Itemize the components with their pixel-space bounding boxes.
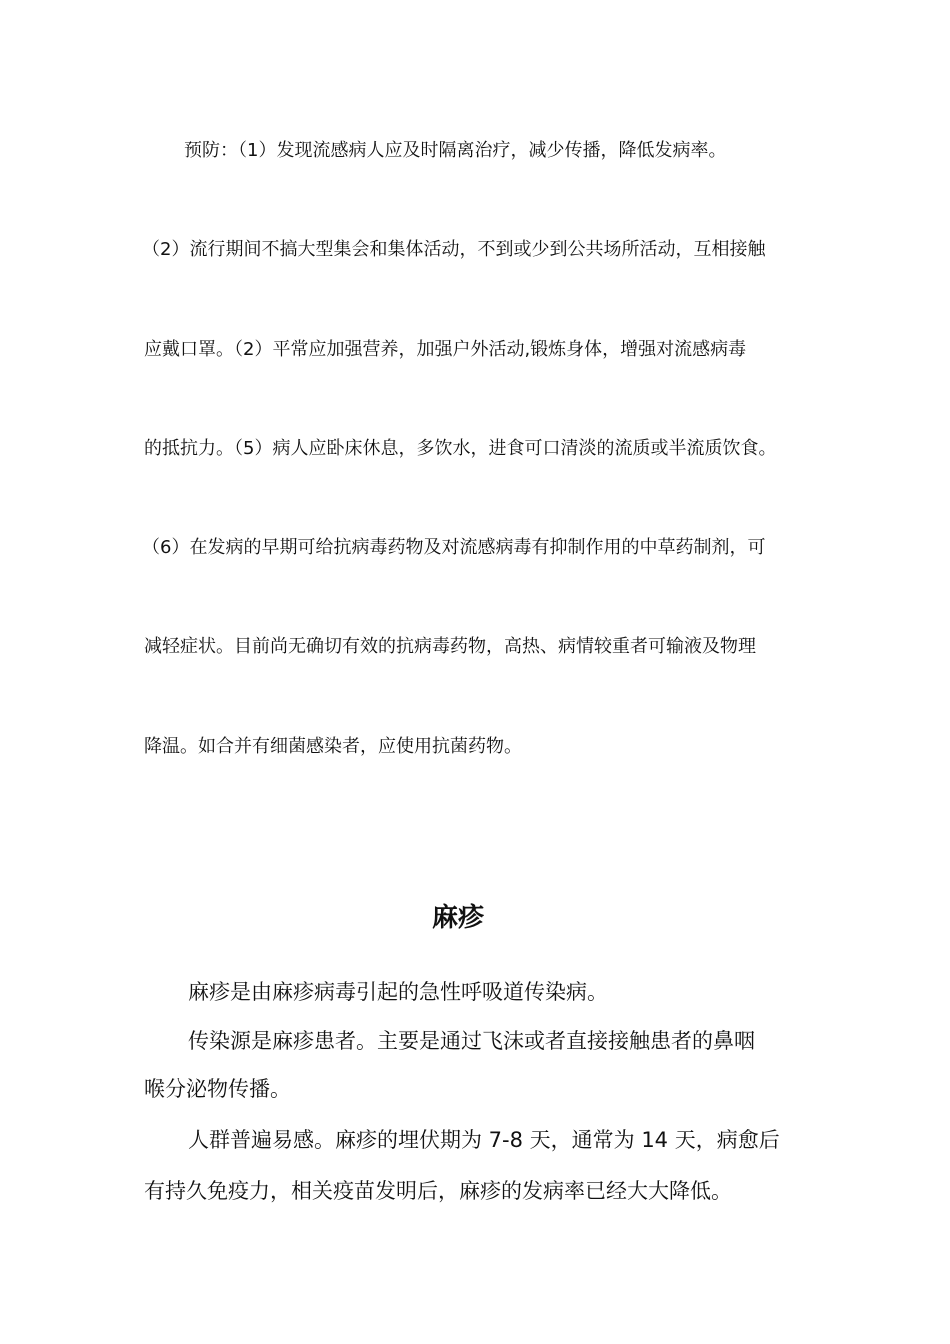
measles-line-4: 人群普遍易感。麻疹的埋伏期为 7-8 天，通常为 14 天，病愈后 [188, 1128, 780, 1152]
prevention-line-3: 应戴口罩。（2）平常应加强营养，加强户外活动,锻炼身体，增强对流感病毒 [144, 339, 747, 360]
measles-line-2: 传染源是麻疹患者。主要是通过飞沫或者直接接触患者的鼻咽 [188, 1029, 755, 1053]
prevention-line-5: （6）在发病的早期可给抗病毒药物及对流感病毒有抑制作用的中草药制剂，可 [142, 537, 766, 558]
measles-line-5: 有持久免疫力，相关疫苗发明后，麻疹的发病率已经大大降低。 [144, 1179, 732, 1203]
measles-line-3: 喉分泌物传播。 [144, 1077, 291, 1101]
prevention-line-6: 减轻症状。目前尚无确切有效的抗病毒药物，高热、病情较重者可输液及物理 [144, 636, 756, 657]
measles-line-1: 麻疹是由麻疹病毒引起的急性呼吸道传染病。 [188, 980, 608, 1004]
prevention-line-1: 预防：（1）发现流感病人应及时隔离治疗，减少传播，降低发病率。 [184, 140, 727, 161]
prevention-line-7: 降温。如合并有细菌感染者，应使用抗菌药物。 [144, 736, 522, 757]
measles-heading: 麻疹 [431, 903, 484, 933]
prevention-line-2: （2）流行期间不搞大型集会和集体活动，不到或少到公共场所活动，互相接触 [142, 239, 766, 260]
prevention-line-4: 的抵抗力。（5）病人应卧床休息，多饮水，进食可口清淡的流质或半流质饮食。 [144, 438, 777, 459]
